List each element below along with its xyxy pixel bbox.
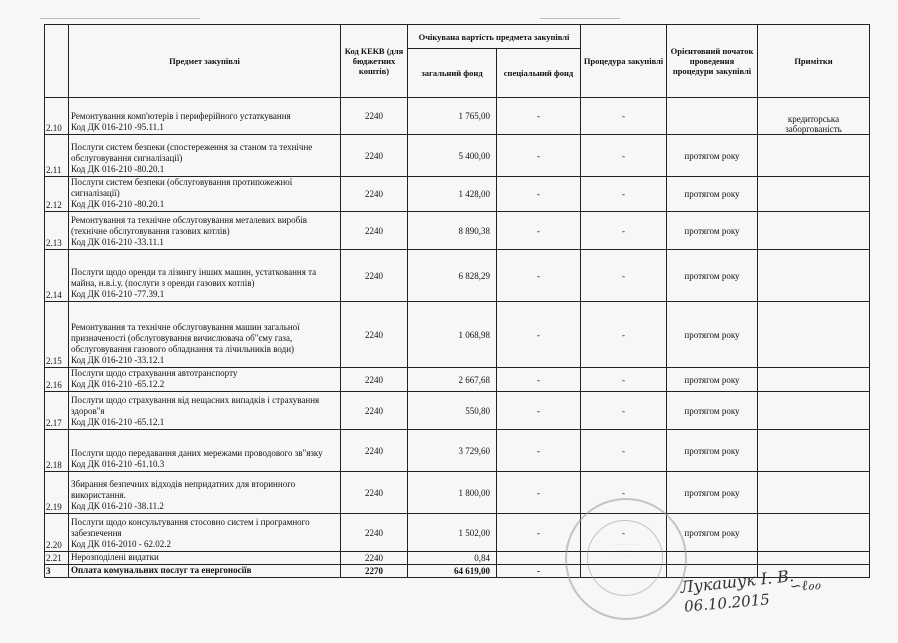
notes-value [758,552,870,565]
item-line: Ремонтування та технічне обслуговування машин загальної призначеності (обслуговування вичислювача об"єму газа, обслуговування газового обладнання та лічильників води) [71,322,300,354]
kekv-code: 2240 [341,472,408,514]
general-fund-value: 8 890,38 [408,212,497,250]
header-notes: Примітки [758,25,870,98]
special-fund-value: - [497,472,581,514]
row-number: 3 [45,565,69,578]
procedure-value: - [581,250,667,302]
item-description [69,565,341,578]
table-row [45,514,870,552]
row-number: 2.11 [45,135,69,177]
special-fund-value: - [497,368,581,392]
item-line: Код ДК 016-210 -61.10.3 [71,459,165,469]
item-description [69,392,341,430]
header-procedure: Процедура закупівлі [581,25,667,98]
general-fund-value: 64 619,00 [408,565,497,578]
row-number: 2.14 [45,250,69,302]
general-fund-value: 6 828,29 [408,250,497,302]
notes-value [758,250,870,302]
kekv-code: 2240 [341,430,408,472]
header-special-fund: спеціальний фонд [497,49,581,98]
procedure-value: - [581,177,667,212]
item-line: Код ДК 016-210 -65.12.1 [71,417,165,427]
procedure-value: - [581,212,667,250]
general-fund-value: 3 729,60 [408,430,497,472]
kekv-code: 2240 [341,250,408,302]
notes-value [758,177,870,212]
start-period: протягом року [667,368,758,392]
start-period: протягом року [667,135,758,177]
start-period: протягом року [667,302,758,368]
procedure-value: - [581,472,667,514]
special-fund-value: - [497,135,581,177]
header-kekv: Код КЕКВ (для бюджетних коштів) [341,25,408,98]
header-general-fund: загальний фонд [408,49,497,98]
notes-value [758,514,870,552]
table-body [45,98,870,578]
table-row [45,392,870,430]
table-row [45,368,870,392]
item-line: Послуги щодо страхування автотранспорту [71,368,238,378]
header-start: Орієнтовний початок проведення процедури закупівлі [667,25,758,98]
row-number: 2.12 [45,177,69,212]
item-description [69,368,341,392]
start-period: протягом року [667,212,758,250]
special-fund-value: - [497,250,581,302]
item-line: Послуги щодо оренди та лізингу інших машин, устатковання та майна, н.в.і.у. (послуги з оренди газових котлів) [71,267,317,288]
table-row [45,212,870,250]
item-line: Код ДК 016-210 -95.11.1 [71,122,164,132]
general-fund-value: 1 068,98 [408,302,497,368]
notes-value: кредиторська заборгованість [758,98,870,135]
general-fund-value: 1 765,00 [408,98,497,135]
table-row [45,430,870,472]
notes-value [758,135,870,177]
header-item: Предмет закупівлі [69,25,341,98]
item-description [69,212,341,250]
item-line: Послуги систем безпеки (обслуговування протипожежної сигналізації) [71,177,293,198]
table-row [45,250,870,302]
item-line: Послуги щодо консультування стосовно систем і програмного забезпечення [71,517,310,538]
official-seal-stamp: · · · · · · · · · · · · · · · · · · · · · · · · [565,498,687,620]
procedure-value: - [581,368,667,392]
kekv-code: 2240 [341,552,408,565]
scan-edge-line [40,18,200,19]
start-period [667,98,758,135]
start-period: протягом року [667,514,758,552]
procurement-plan-sheet [44,24,869,578]
kekv-code: 2240 [341,177,408,212]
signature-flourish: ∽ℓℴℴ [789,576,821,596]
item-line: Оплата комунальних послуг та енергоносіїв [71,565,252,575]
start-period: протягом року [667,177,758,212]
header-value: Очікувана вартість предмета закупівлі [408,25,581,49]
special-fund-value: - [497,98,581,135]
notes-value [758,392,870,430]
notes-value [758,212,870,250]
table-row [45,552,870,565]
item-description [69,514,341,552]
row-number: 2.10 [45,98,69,135]
row-number: 2.20 [45,514,69,552]
special-fund-value: - [497,392,581,430]
start-period: протягом року [667,250,758,302]
general-fund-value: 2 667,68 [408,368,497,392]
procedure-value: - [581,430,667,472]
signature-handwritten: Лукашук І. В. [679,566,795,597]
row-number: 2.16 [45,368,69,392]
item-line: Послуги систем безпеки (спостереження за станом та технічне обслуговування сигналізації) [71,142,313,163]
notes-value [758,430,870,472]
item-line: Послуги щодо передавання даних мережами проводового зв"язку [71,448,323,458]
special-fund-value: - [497,177,581,212]
procedure-value: - [581,302,667,368]
special-fund-value: - [497,430,581,472]
item-description [69,552,341,565]
general-fund-value: 1 502,00 [408,514,497,552]
table-row [45,177,870,212]
general-fund-value: 550,80 [408,392,497,430]
row-number: 2.21 [45,552,69,565]
general-fund-value: 0,84 [408,552,497,565]
special-fund-value: - [497,302,581,368]
kekv-code: 2240 [341,212,408,250]
item-description [69,472,341,514]
item-line: Код ДК 016-2010 - 62.02.2 [71,539,172,549]
kekv-code: 2240 [341,392,408,430]
notes-value [758,368,870,392]
item-line: Код ДК 016-210 -77.39.1 [71,289,165,299]
item-line: Код ДК 016-210 -33.11.1 [71,237,164,247]
item-line: Ремонтування комп'ютерів і периферійного устаткування [71,111,291,121]
item-description [69,177,341,212]
signature-date: 06.10.2015 [683,590,771,616]
procurement-table [44,24,870,578]
notes-value [758,302,870,368]
item-description [69,250,341,302]
header-num [45,25,69,98]
item-line: Ремонтування та технічне обслуговування металевих виробів (технічне обслуговування газових котлів) [71,215,307,236]
item-line: Послуги щодо страхування від нещасних випадків і страхування здоров"я [71,395,320,416]
kekv-code: 2240 [341,302,408,368]
notes-value [758,472,870,514]
special-fund-value: - [497,212,581,250]
procedure-value: - [581,98,667,135]
row-number: 2.19 [45,472,69,514]
start-period: протягом року [667,472,758,514]
item-line: Код ДК 016-210 -65.12.2 [71,379,165,389]
row-number: 2.18 [45,430,69,472]
row-number: 2.13 [45,212,69,250]
table-row [45,302,870,368]
kekv-code: 2240 [341,368,408,392]
item-description [69,430,341,472]
kekv-code: 2240 [341,98,408,135]
item-line: Нерозподілені видатки [71,552,159,562]
item-line: Код ДК 016-210 -33.12.1 [71,355,165,365]
item-description [69,98,341,135]
procedure-value: - [581,392,667,430]
row-number: 2.15 [45,302,69,368]
kekv-code: 2240 [341,135,408,177]
table-row [45,472,870,514]
general-fund-value: 1 800,00 [408,472,497,514]
procedure-value: - [581,514,667,552]
item-line: Збирання безпечних відходів непридатних для вторинного використання. [71,479,296,500]
item-description [69,302,341,368]
item-line: Код ДК 016-210 -80.20.1 [71,164,165,174]
item-description [69,135,341,177]
special-fund-value: - [497,565,581,578]
kekv-code: 2270 [341,565,408,578]
item-line: Код ДК 016-210 -80.20.1 [71,199,165,209]
table-row [45,135,870,177]
special-fund-value: - [497,514,581,552]
scan-edge-line [540,18,620,19]
item-line: Код ДК 016-210 -38.11.2 [71,501,164,511]
start-period: протягом року [667,430,758,472]
row-number: 2.17 [45,392,69,430]
table-row [45,98,870,135]
start-period: протягом року [667,392,758,430]
procedure-value: - [581,135,667,177]
general-fund-value: 5 400,00 [408,135,497,177]
general-fund-value: 1 428,00 [408,177,497,212]
kekv-code: 2240 [341,514,408,552]
